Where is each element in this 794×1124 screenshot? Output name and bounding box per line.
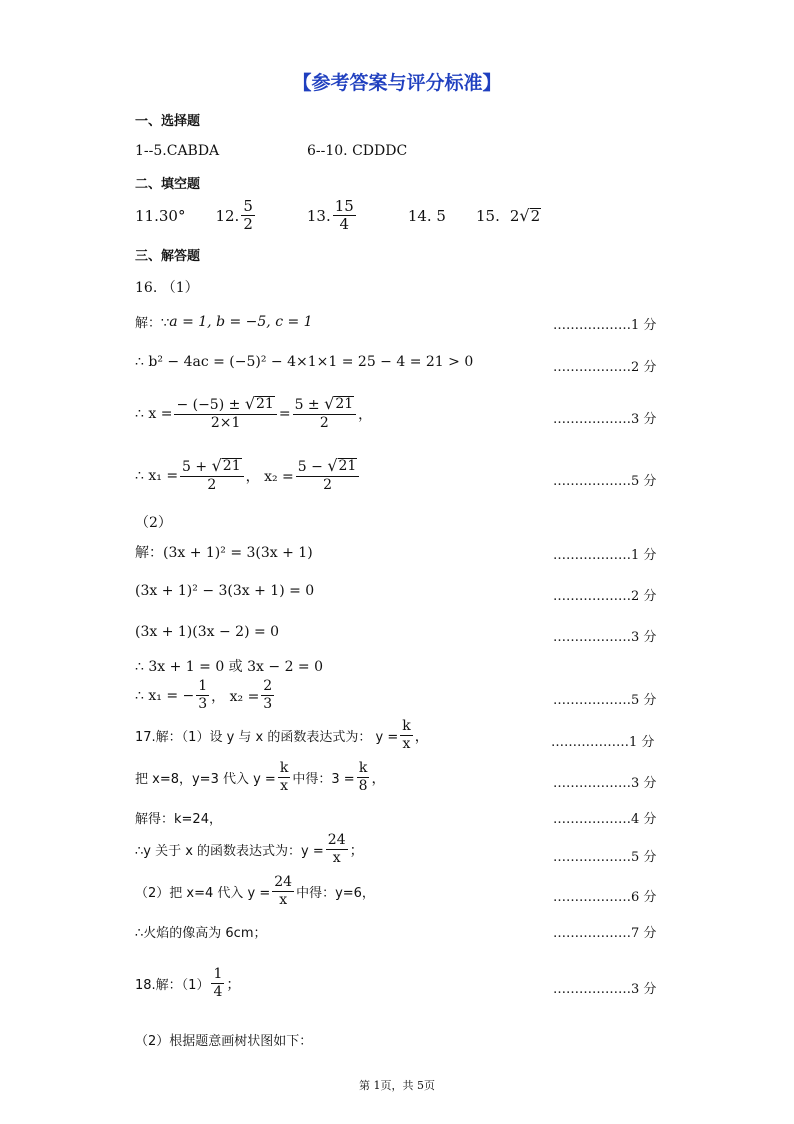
q18-line1: 18.解：（1） $\frac{1}{4}$ ；	[135, 966, 241, 1000]
q17-score-6: ………………6 分	[553, 890, 657, 905]
fill-q12-label: 12.	[215, 206, 240, 225]
choice-answers-1-5: 1--5.CABDA	[135, 143, 220, 159]
q16-score-3: ………………3 分	[553, 412, 657, 427]
page-title: 【参考答案与评分标准】	[292, 72, 502, 94]
q17-score-7: ………………7 分	[553, 926, 657, 941]
choice-answers-6-10: 6--10. CDDDC	[307, 143, 408, 159]
fill-q13-fraction: $\frac{15}{4}$	[334, 197, 354, 233]
q16-line2: ∴ b² − 4ac = (−5)² − 4×1×1 = 25 − 4 = 21 > 0	[135, 354, 474, 370]
fill-q15-coef: 2	[509, 206, 520, 225]
q16-heading: 16. （1）	[135, 280, 199, 296]
q17-score-3: ………………3 分	[553, 776, 657, 791]
q16-root2-fraction: 5 − √ 21 2	[296, 458, 360, 494]
q17-score-1: ………………1 分	[551, 735, 655, 750]
q16-part2-score-5: ………………5 分	[553, 693, 657, 708]
section-heading-solve: 三、解答题	[135, 249, 201, 264]
q16-score-1: ………………1 分	[553, 318, 657, 333]
page-footer: 第 1页，共 5页	[359, 1079, 435, 1092]
q16-part2-line3: (3x + 1)(3x − 2) = 0	[135, 624, 280, 640]
section-heading-choice: 一、选择题	[135, 114, 201, 129]
q18-score-3: ………………3 分	[553, 982, 657, 997]
fill-q11: 11.30°	[135, 206, 186, 225]
q16-part2-heading: （2）	[135, 515, 172, 531]
q16-part2-line4: ∴ 3x + 1 = 0 或 3x − 2 = 0	[135, 659, 324, 675]
q17-line5: （2）把 x=4 代入 y = $\frac{24}{x}$ 中得：y=6，	[135, 874, 375, 908]
q17-score-4: ………………4 分	[553, 812, 657, 827]
q17-line4: ∴y 关于 x 的函数表达式为：y = $\frac{24}{x}$ ；	[135, 832, 364, 866]
fill-q13-label: 13.	[306, 206, 331, 225]
q16-root1-fraction: 5 + √ 21 2	[180, 458, 244, 494]
q16-score-5: ………………5 分	[553, 474, 657, 489]
fill-q14: 14. 5	[407, 206, 446, 225]
q17-line6: ∴火焰的像高为 6cm；	[135, 926, 267, 941]
fill-q15-sqrt: √ 2	[519, 205, 541, 225]
q16-part2-line1: 解：(3x + 1)² = 3(3x + 1)	[135, 545, 313, 561]
q16-fraction-b: 5 ± √ 21 2	[293, 396, 357, 432]
q16-fraction-a: − (−5) ± √ 21 2×1	[174, 396, 276, 432]
q17-score-5: ………………5 分	[553, 850, 657, 865]
q17-line3: 解得：k=24，	[135, 812, 222, 827]
q18-line2: （2）根据题意画树状图如下：	[135, 1034, 313, 1049]
q16-part2-line5: ∴ x₁ = − $\frac{1}{3}$ ， x₂ = $\frac{2}{3}$	[135, 678, 273, 712]
q16-line4: ∴ x₁ = 5 + √ 21 2 ， x₂ = 5 − √ 21 2	[135, 458, 361, 494]
q17-line2: 把 x=8，y=3 代入 y = $\frac{k}{x}$ 中得：3 = $\frac{k}{8}$ ，	[135, 760, 386, 794]
fill-answers	[135, 198, 541, 233]
q16-part2-line2: (3x + 1)² − 3(3x + 1) = 0	[135, 583, 315, 599]
section-heading-fill: 二、填空题	[135, 177, 201, 192]
q16-part2-score-2: ………………2 分	[553, 589, 657, 604]
q16-part2-score-1: ………………1 分	[553, 548, 657, 563]
fill-q15-label: 15.	[475, 206, 500, 225]
q16-part2-score-3: ………………3 分	[553, 630, 657, 645]
q16-line1: 解：∵ a = 1, b = −5, c = 1	[135, 313, 313, 331]
fill-q12-fraction: $\frac{5}{2}$	[243, 197, 253, 233]
q16-line3: ∴ x = − (−5) ± √ 21 2×1 = 5 ± √ 21 2 ，	[135, 394, 373, 431]
q16-score-2: ………………2 分	[553, 360, 657, 375]
q17-line1: 17.解：（1）设 y 与 x 的函数表达式为： y = $\frac{k}{x}$ ，	[135, 718, 429, 752]
